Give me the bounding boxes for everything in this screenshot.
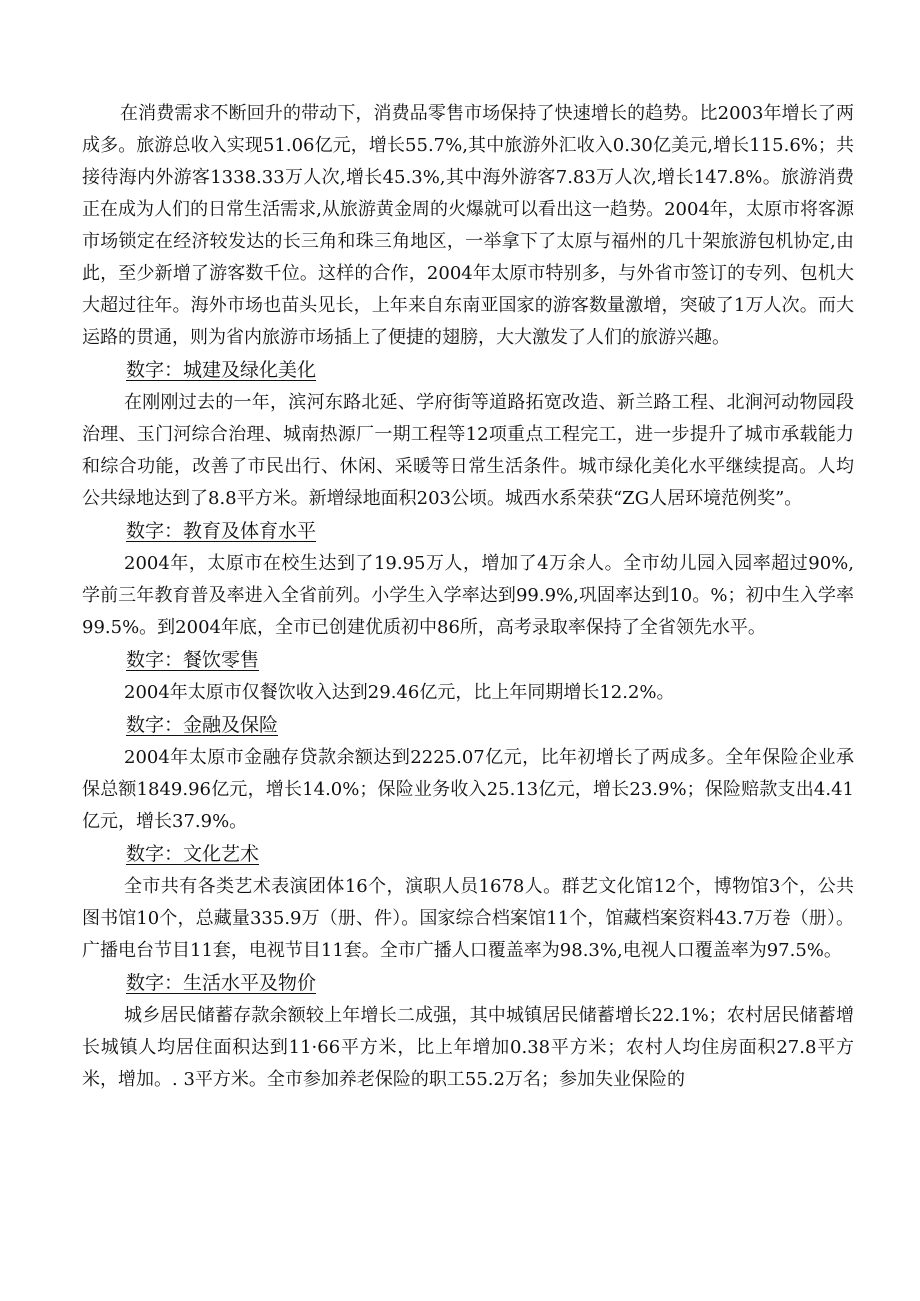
section-body-urban-greening: 在刚刚过去的一年，滨河东路北延、学府街等道路拓宽改造、新兰路工程、北涧河动物园段治理、玉门河综合治理、城南热源厂一期工程等12项重点工程完工，进一步提升了城市承载能力和综合功能，改善了市民出行、休闲、采暖等日常生活条件。城市绿化美化水平继续提高。人均公共绿地达到了8.8平方米。新增绿地面积203公顷。城西水系荣获“ZG人居环境范例奖”。 [82,392,854,509]
section-heading-catering [82,644,854,677]
section-body-living-standard: 城乡居民储蓄存款余额较上年增长二成强，其中城镇居民储蓄增长22.1%；农村居民储蓄增长城镇人均居住面积达到11·66平方米，比上年增加0.38平方米；农村人均住房面积27.8平方米，增加。. 3平方米。全市参加养老保险的职工55.2万名；参加失业保险的 [82,1005,854,1090]
section-heading-culture [82,838,854,871]
document-page [82,98,854,1096]
section-heading-finance [82,709,854,742]
section-heading-text: 数字：教育及体育水平 [126,520,317,542]
section-heading-text: 数字：金融及保险 [126,714,279,736]
section-body-catering: 2004年太原市仅餐饮收入达到29.46亿元，比上年同期增长12.2%。 [124,682,675,703]
section-body-education: 2004年，太原市在校生达到了19.95万人，增加了4万余人。全市幼儿园入园率超过90%,学前三年教育普及率进入全省前列。小学生入学率达到99.9%,巩固率达到10。%；初中生入学率99.5%。到2004年底，全市已创建优质初中86所，高考录取率保持了全省领先水平。 [82,553,854,638]
section-heading-urban-greening [82,354,854,387]
section-heading-text: 数字：文化艺术 [126,843,260,865]
section-heading-text: 数字：餐饮零售 [126,649,260,671]
section-body-culture: 全市共有各类艺术表演团体16个，演职人员1678人。群艺文化馆12个，博物馆3个，公共图书馆10个，总藏量335.9万（册、件）。国家综合档案馆11个，馆藏档案资料43.7万卷（册）。广播电台节目11套，电视节目11套。全市广播人口覆盖率为98.3%,电视人口覆盖率为97.5%。 [82,876,854,961]
section-heading-education [82,515,854,548]
section-heading-text: 数字：城建及绿化美化 [126,359,317,381]
section-heading-living-standard [82,967,854,1000]
section-heading-text: 数字：生活水平及物价 [126,972,317,994]
intro-paragraph: 在消费需求不断回升的带动下，消费品零售市场保持了快速增长的趋势。比2003年增长了两成多。旅游总收入实现51.06亿元，增长55.7%,其中旅游外汇收入0.30亿美元,增长115.6%；共接待海内外游客1338.33万人次,增长45.3%,其中海外游客7.83万人次,增长147.8%。旅游消费正在成为人们的日常生活需求,从旅游黄金周的火爆就可以看出这一趋势。2004年，太原市将客源市场锁定在经济较发达的长三角和珠三角地区，一举拿下了太原与福州的几十架旅游包机协定,由此，至少新增了游客数千位。这样的合作，2004年太原市特别多，与外省市签订的专列、包机大大超过往年。海外市场也苗头见长，上年来自东南亚国家的游客数量激增，突破了1万人次。而大运路的贯通，则为省内旅游市场插上了便捷的翅膀，大大激发了人们的旅游兴趣。 [82,103,854,348]
section-body-finance: 2004年太原市金融存贷款余额达到2225.07亿元，比年初增长了两成多。全年保险企业承保总额1849.96亿元，增长14.0%；保险业务收入25.13亿元，增长23.9%；保险赔款支出4.41亿元，增长37.9%。 [82,747,854,832]
